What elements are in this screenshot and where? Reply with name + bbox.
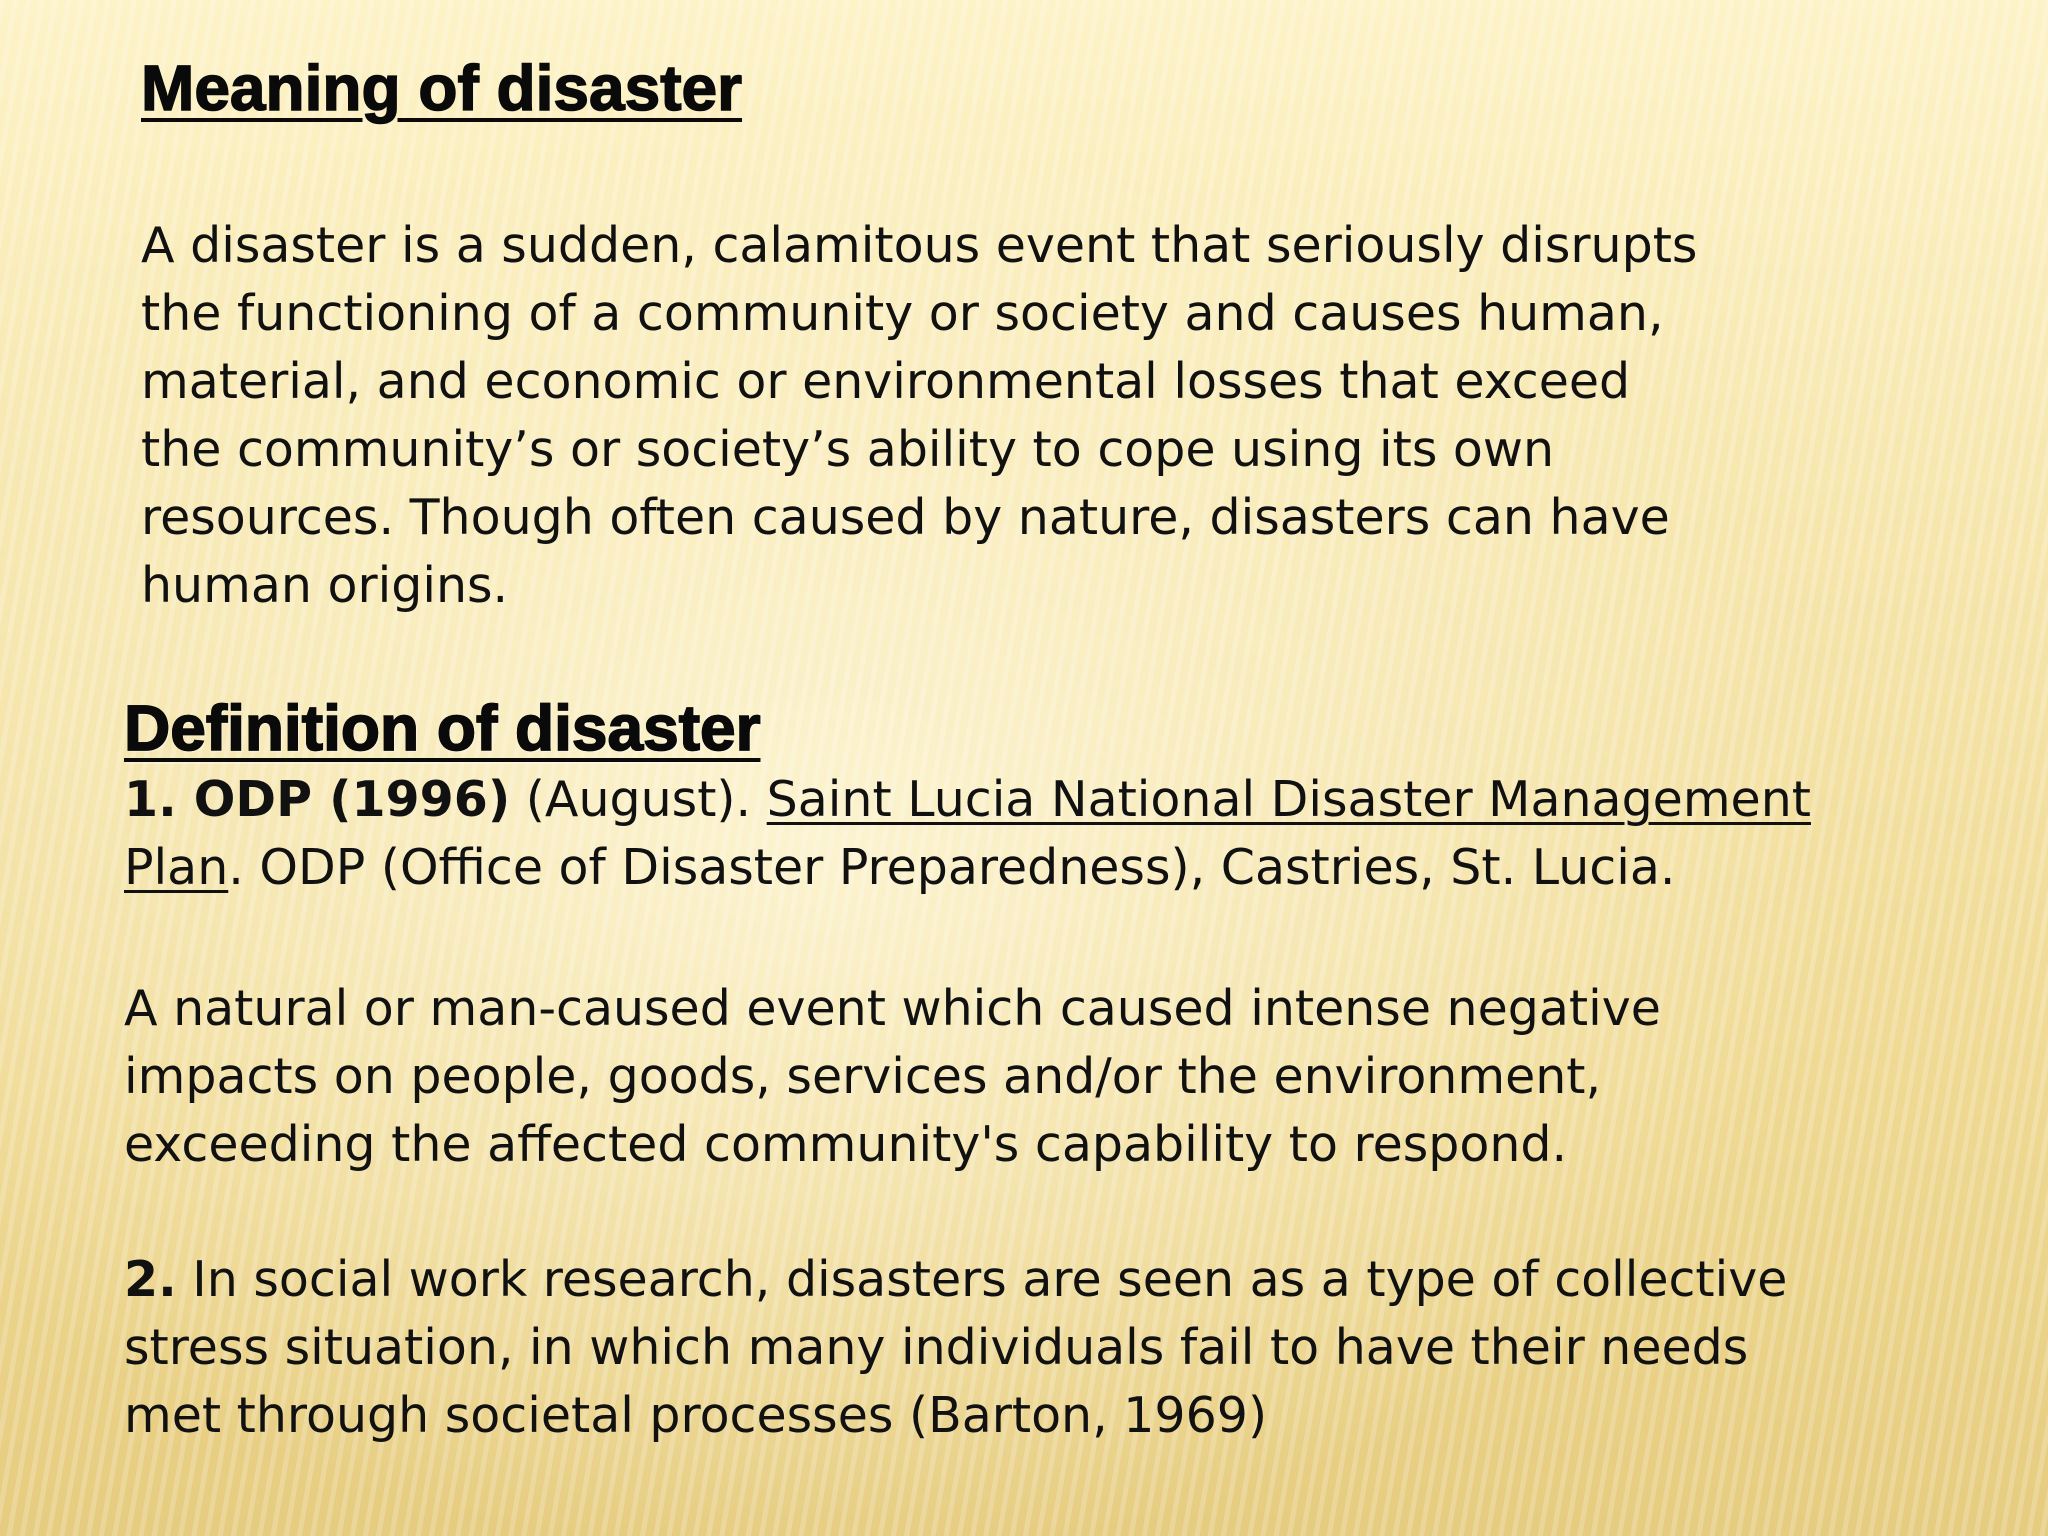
- definition-line: A natural or man-caused event which caused intense negative: [124, 980, 1661, 1037]
- meaning-heading: Meaning of disaster: [141, 52, 742, 124]
- reference-line: [124, 766, 1964, 834]
- definition-reference-1: [124, 766, 1964, 902]
- reference-publisher: . ODP (Office of Disaster Preparedness), Castries, St. Lucia.: [228, 839, 1676, 896]
- reference-number: 1. ODP (1996): [124, 771, 511, 828]
- reference-date: (August).: [510, 771, 767, 828]
- meaning-paragraph: [141, 212, 1981, 620]
- definition-line-text: In social work research, disasters are seen as a type of collective: [176, 1251, 1788, 1308]
- reference-plan-title-end: Plan: [124, 839, 229, 896]
- meaning-line: human origins.: [141, 557, 509, 614]
- definition-number: 2.: [124, 1251, 177, 1308]
- definition-line: met through societal processes (Barton, 1969): [124, 1387, 1268, 1444]
- definition-text-1: [124, 975, 1964, 1179]
- definition-line: [124, 1246, 1964, 1314]
- definition-heading: Definition of disaster: [124, 692, 761, 764]
- meaning-line: A disaster is a sudden, calamitous event that seriously disrupts: [141, 217, 1698, 274]
- definition-line: impacts on people, goods, services and/or the environment,: [124, 1048, 1602, 1105]
- reference-plan-title: Saint Lucia National Disaster Management: [766, 771, 1811, 828]
- meaning-line: resources. Though often caused by nature, disasters can have: [141, 489, 1670, 546]
- definition-text-2: [124, 1246, 1964, 1450]
- definition-line: stress situation, in which many individuals fail to have their needs: [124, 1319, 1749, 1376]
- meaning-line: material, and economic or environmental losses that exceed: [141, 353, 1631, 410]
- reference-line: [124, 834, 1964, 902]
- meaning-line: the functioning of a community or society and causes human,: [141, 285, 1664, 342]
- definition-line: exceeding the affected community's capability to respond.: [124, 1116, 1568, 1173]
- meaning-line: the community’s or society’s ability to cope using its own: [141, 421, 1555, 478]
